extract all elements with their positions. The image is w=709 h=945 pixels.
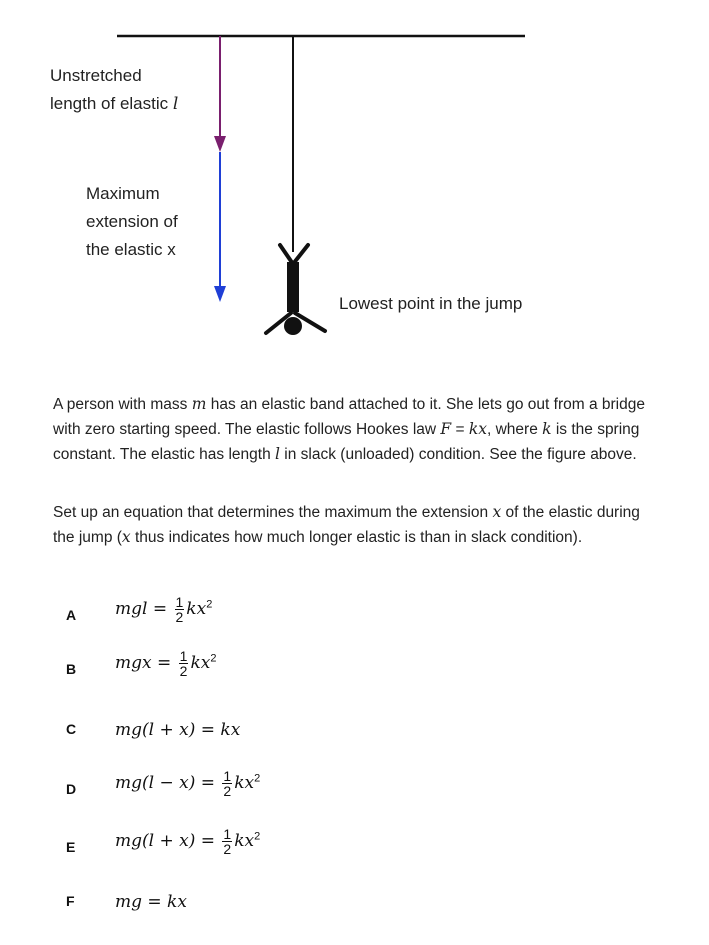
question-paragraph-1	[53, 392, 665, 467]
option-equation-d: mg(l − x) = $\frac{1}{2}$ $kx^2$	[115, 768, 261, 799]
math-symbol: x	[121, 528, 131, 546]
unstretched-label-line2: length of elastic l	[50, 94, 179, 114]
math-symbol: m	[191, 395, 207, 413]
extension-label-line3: the elastic x	[86, 240, 176, 259]
option-letter-d: D	[66, 781, 77, 797]
text-run: , where	[486, 421, 543, 438]
option-letter-a: A	[66, 607, 77, 623]
option-equation-f: mg = kx	[115, 892, 187, 912]
option-equation-e: mg(l + x) = $\frac{1}{2}$ $kx^2$	[115, 826, 261, 857]
option-equation-a: mgl = $\frac{1}{2}$ $kx^2$	[115, 594, 213, 625]
option-letter-f: F	[66, 893, 75, 909]
jumper-figure	[266, 245, 325, 335]
math-symbol: l	[275, 445, 280, 463]
text-run: of the elastic during the jump (	[53, 504, 640, 546]
text-run: is the spring constant. The elastic has length	[53, 421, 640, 463]
text-run: thus indicates how much longer elastic is than in slack condition).	[130, 529, 583, 546]
text-run: in slack (unloaded) condition. See the figure above.	[280, 446, 637, 463]
length-arrow-head	[214, 136, 226, 152]
extension-label-line1: Maximum	[86, 184, 160, 203]
text-run: =	[451, 421, 469, 438]
text-run: A person with mass	[53, 396, 192, 413]
extension-arrow-head	[214, 286, 226, 302]
text-run: has an elastic band attached to it. She lets go out from a bridge with zero starting speed. The elastic follows Hookes law	[53, 396, 645, 438]
text-run: Set up an equation that determines the maximum the extension	[53, 504, 493, 521]
math-symbol: k	[542, 420, 552, 438]
option-letter-b: B	[66, 661, 77, 677]
option-equation-c: mg(l + x) = kx	[115, 720, 241, 740]
math-symbol: kx	[468, 420, 487, 438]
unstretched-label-line1: Unstretched	[50, 66, 142, 85]
math-symbol: x	[492, 503, 502, 521]
math-symbol: F	[440, 420, 452, 438]
extension-label-line2: extension of	[86, 212, 178, 231]
question-paragraph-2	[53, 500, 665, 550]
lowest-point-label: Lowest point in the jump	[339, 294, 523, 313]
option-letter-e: E	[66, 839, 76, 855]
option-letter-c: C	[66, 721, 77, 737]
option-equation-b: mgx = $\frac{1}{2}$ $kx^2$	[115, 648, 217, 679]
